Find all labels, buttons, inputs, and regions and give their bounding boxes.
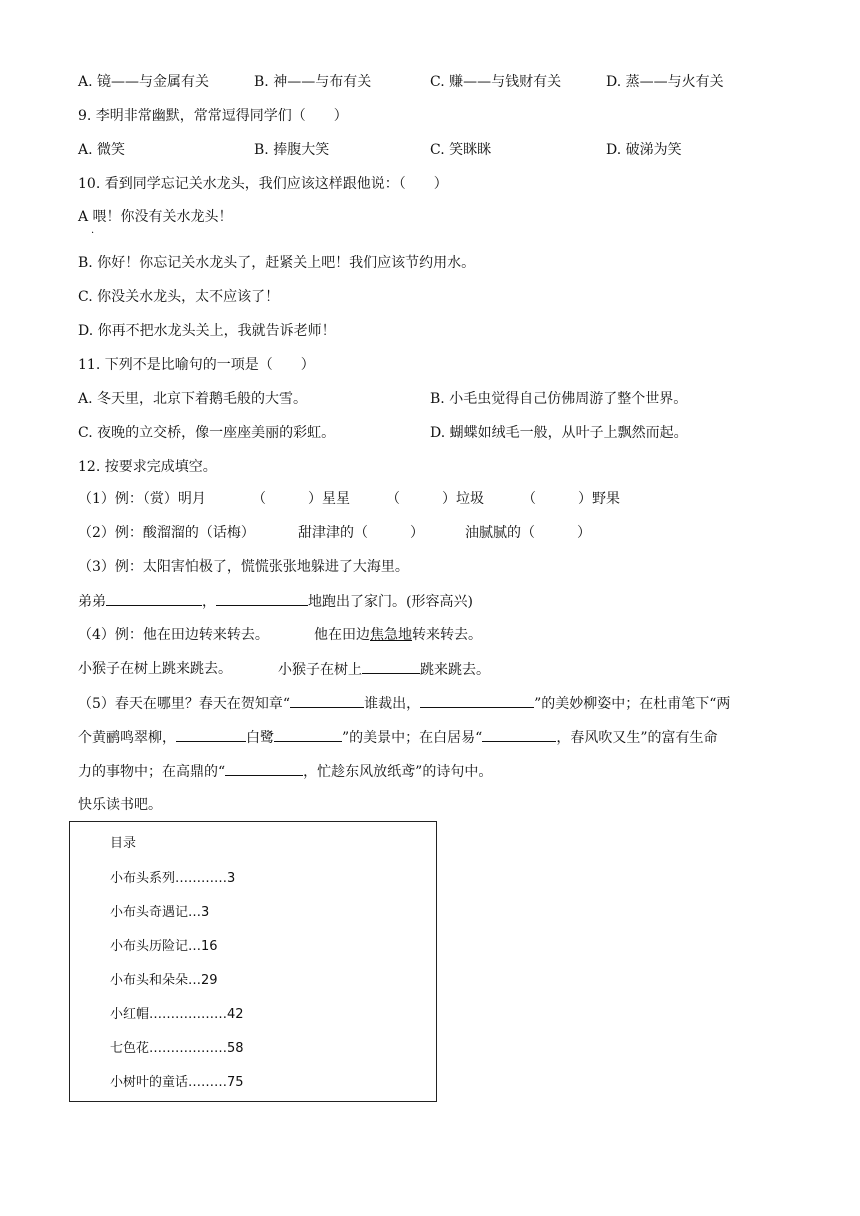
answer-blank[interactable]	[362, 659, 420, 674]
q8-option-c: C. 赚——与钱财有关	[430, 74, 562, 90]
q12-p5-line3	[78, 761, 492, 782]
q12-p2-item: 甜津津的（ ）	[298, 525, 424, 541]
q12-p5-text: 力的事物中；在高鼎的“	[78, 764, 226, 780]
q8-option-a: A. 镜——与金属有关	[78, 74, 210, 90]
q12-p5-line1	[78, 693, 730, 714]
answer-blank[interactable]	[176, 727, 246, 742]
toc-item: 小布头奇遇记…3	[110, 905, 210, 920]
q9-stem: 9. 李明非常幽默，常常逗得同学们（ ）	[78, 108, 348, 124]
toc-item: 小红帽………………42	[110, 1007, 244, 1022]
q10-option-d: D. 你再不把水龙头关上，我就告诉老师！	[78, 323, 336, 339]
answer-blank[interactable]	[216, 591, 308, 606]
q11-option-c: C. 夜晚的立交桥，像一座座美丽的彩虹。	[78, 425, 336, 441]
emphasis-dot: ·	[91, 228, 95, 239]
q12-p3-prefix: 弟弟	[78, 594, 106, 610]
table-of-contents-box	[69, 821, 437, 1102]
q12-p4-example-b-post: 转来转去。	[412, 627, 482, 643]
q12-p3-suffix: 地跑出了家门。(形容高兴)	[308, 594, 473, 610]
q8-option-b: B. 神——与布有关	[254, 74, 372, 90]
q10-stem: 10. 看到同学忘记关水龙头，我们应该这样跟他说：（ ）	[78, 176, 448, 192]
q12-p1-label: （1）例：（赏）明月	[78, 491, 206, 507]
q9-option-b: B. 捧腹大笑	[254, 142, 330, 158]
q12-p5-text: 个黄鹂鸣翠柳，	[78, 730, 176, 746]
toc-title: 目录	[110, 836, 137, 851]
answer-blank[interactable]	[274, 727, 342, 742]
q10-option-b: B. 你好！你忘记关水龙头了，赶紧关上吧！我们应该节约用水。	[78, 255, 476, 271]
q12-p1-item: （ ）垃圾	[386, 491, 484, 507]
q12-p4-example-b	[314, 625, 482, 645]
q12-p4-example-a: （4）例：他在田边转来转去。	[78, 627, 269, 643]
toc-item: 小树叶的童话………75	[110, 1075, 244, 1090]
toc-item: 七色花………………58	[110, 1041, 244, 1056]
q12-p4-example-b-underlined: 焦急地	[370, 627, 412, 643]
q12-stem: 12. 按要求完成填空。	[78, 459, 217, 475]
q12-p5-text: ，春风吹又生”的富有生命	[556, 730, 718, 746]
q12-p5-line2	[78, 727, 718, 748]
q12-p3-task	[78, 591, 473, 612]
answer-blank[interactable]	[290, 693, 364, 708]
q12-p1-item: （ ）星星	[252, 491, 350, 507]
q10-option-a: A 喂！你没有关水龙头！	[78, 209, 233, 225]
q12-p1-item: （ ）野果	[522, 491, 620, 507]
answer-blank[interactable]	[482, 727, 556, 742]
q12-p5-text: ”的美妙柳姿中；在杜甫笔下“两	[534, 696, 731, 712]
q11-option-d: D. 蝴蝶如绒毛一般，从叶子上飘然而起。	[430, 425, 688, 441]
q12-p4-example-b-pre: 他在田边	[314, 627, 370, 643]
q12-p4-task-b-post: 跳来跳去。	[420, 662, 490, 678]
q11-option-a: A. 冬天里，北京下着鹅毛般的大雪。	[78, 391, 308, 407]
toc-item: 小布头和朵朵…29	[110, 973, 218, 988]
q12-p4-task-a: 小猴子在树上跳来跳去。	[78, 661, 232, 677]
q12-p3-example: （3）例：太阳害怕极了，慌慌张张地躲进了大海里。	[78, 559, 409, 575]
answer-blank[interactable]	[420, 693, 534, 708]
q12-p5-text: ，忙趁东风放纸鸢”的诗句中。	[303, 764, 493, 780]
q11-stem: 11. 下列不是比喻句的一项是（ ）	[78, 357, 315, 373]
q8-option-d: D. 蒸——与火有关	[606, 74, 724, 90]
toc-item: 小布头系列…………3	[110, 871, 236, 886]
q12-p5-text: ”的美景中；在白居易“	[342, 730, 483, 746]
answer-blank[interactable]	[225, 761, 303, 776]
answer-blank[interactable]	[106, 591, 202, 606]
q10-option-c: C. 你没关水龙头，太不应该了！	[78, 289, 280, 305]
q12-p5-text: （5）春天在哪里？春天在贺知章“	[78, 696, 291, 712]
q12-p3-comma: ，	[202, 594, 216, 610]
q11-option-b: B. 小毛虫觉得自己仿佛周游了整个世界。	[430, 391, 688, 407]
q12-p2-item: 油腻腻的（ ）	[465, 525, 591, 541]
reading-heading: 快乐读书吧。	[78, 797, 162, 813]
q12-p2-label: （2）例：酸溜溜的（话梅）	[78, 525, 255, 541]
q12-p4-task-b	[278, 659, 490, 680]
q9-option-a: A. 微笑	[78, 142, 126, 158]
q12-p4-task-b-pre: 小猴子在树上	[278, 662, 362, 678]
q9-option-d: D. 破涕为笑	[606, 142, 682, 158]
q12-p5-text: 白鹭	[246, 730, 274, 746]
q9-option-c: C. 笑眯眯	[430, 142, 492, 158]
toc-item: 小布头历险记…16	[110, 939, 218, 954]
q12-p5-text: 谁裁出，	[364, 696, 421, 712]
